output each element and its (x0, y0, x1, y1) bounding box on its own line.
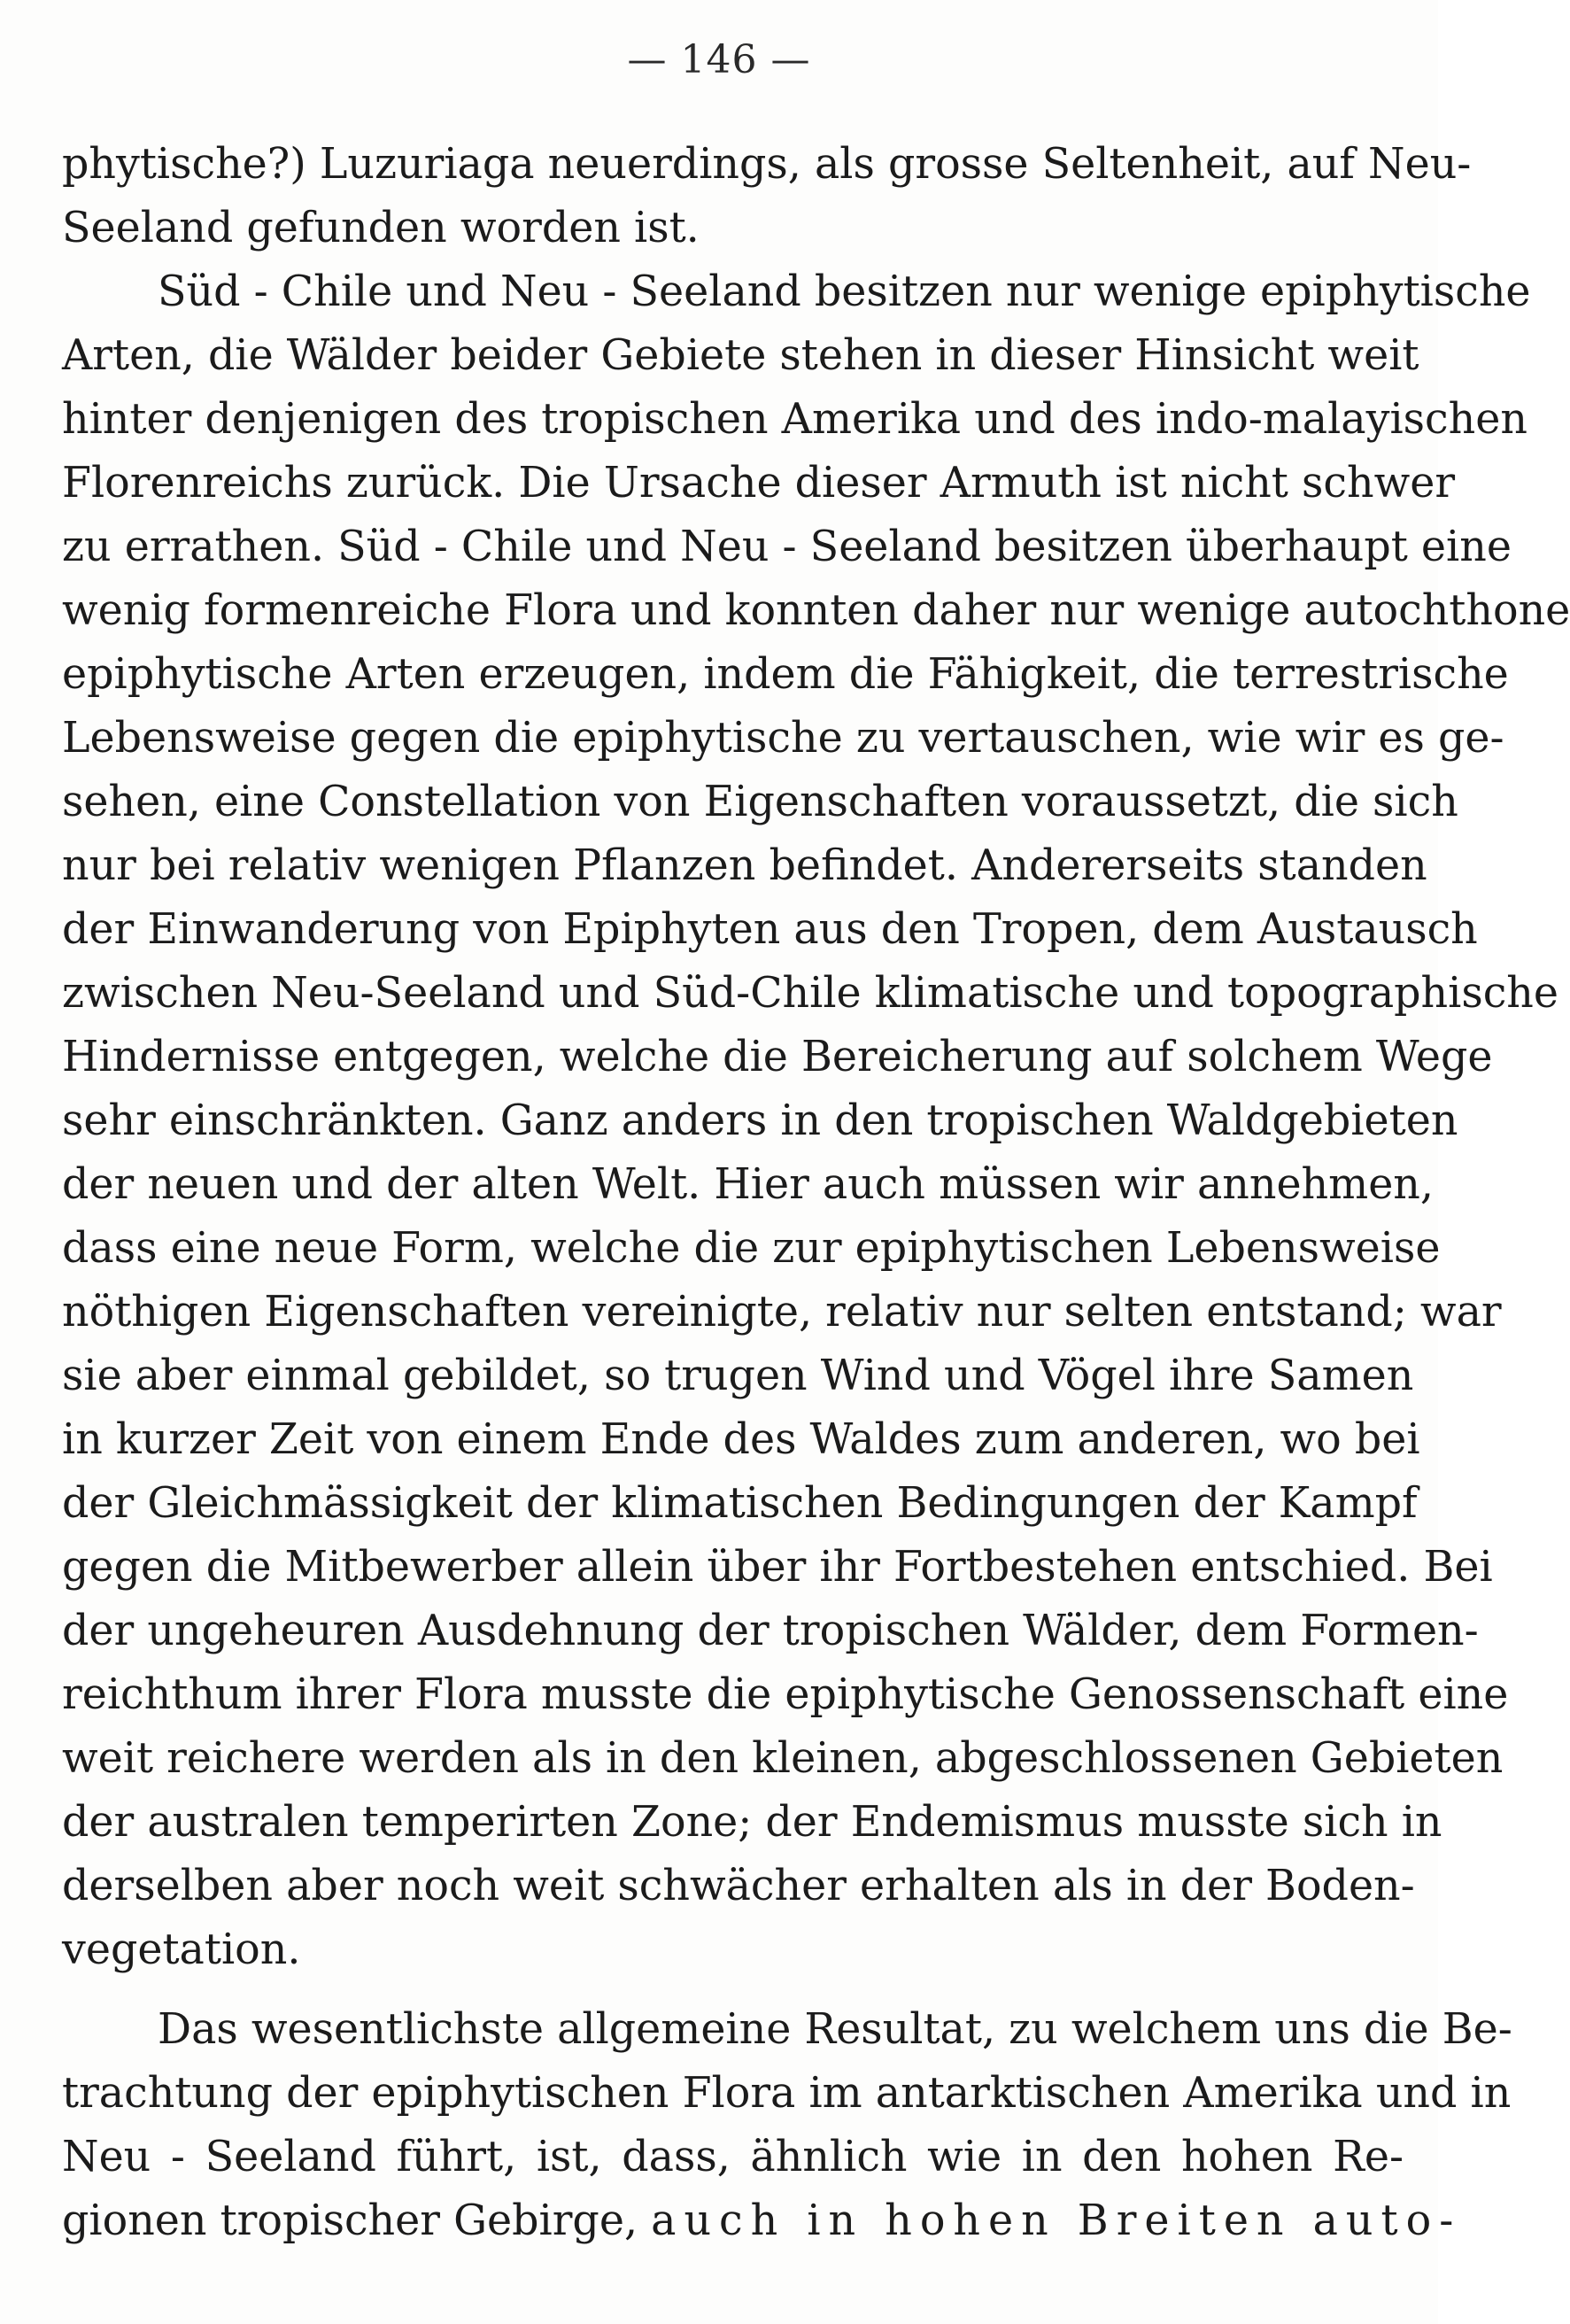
text-line: Das wesentlichste allgemeine Resultat, zu welchem uns die Be- (158, 2005, 1512, 2054)
text-line: der Einwanderung von Epiphyten aus den Tropen, dem Austausch (62, 905, 1478, 954)
text-line: sie aber einmal gebildet, so trugen Wind und Vögel ihre Samen (62, 1352, 1414, 1400)
text-line: dass eine neue Form, welche die zur epiphytischen Lebensweise (62, 1224, 1441, 1273)
text-line-final (62, 2189, 1462, 2253)
text-line: Lebensweise gegen die epiphytische zu vertauschen, wie wir es ge- (62, 714, 1504, 763)
text-line: reichthum ihrer Flora musste die epiphytische Genossenschaft eine (62, 1670, 1509, 1719)
body-text (62, 133, 1570, 2253)
text-line: epiphytische Arten erzeugen, indem die Fähigkeit, die terrestrische (62, 650, 1509, 699)
text-line: der ungeheuren Ausdehnung der tropischen Wälder, dem Formen- (62, 1607, 1479, 1655)
text-line: phytische?) Luzuriaga neuerdings, als grosse Seltenheit, auf Neu- (62, 140, 1472, 189)
text-line: Seeland gefunden worden ist. (62, 204, 700, 252)
text-line: trachtung der epiphytischen Flora im antarktischen Amerika und in (62, 2069, 1512, 2118)
text-line: vegetation. (62, 1925, 301, 1974)
text-line: Arten, die Wälder beider Gebiete stehen in dieser Hinsicht weit (62, 331, 1419, 380)
text-line: derselben aber noch weit schwächer erhalten als in der Boden- (62, 1862, 1415, 1910)
text-line-final-start: gionen tropischer Gebirge, (62, 2196, 652, 2245)
text-line: Florenreichs zurück. Die Ursache dieser Armuth ist nicht schwer (62, 459, 1456, 507)
text-line: gegen die Mitbewerber allein über ihr Fortbestehen entschied. Bei (62, 1543, 1493, 1592)
emphasized-spaced-text: auch in hohen Breiten auto- (651, 2196, 1462, 2245)
text-line: der australen temperirten Zone; der Endemismus musste sich in (62, 1798, 1442, 1847)
text-line: wenig formenreiche Flora und konnten daher nur wenige autochthone (62, 586, 1570, 635)
text-line: nur bei relativ wenigen Pflanzen befindet. Andererseits standen (62, 841, 1427, 890)
text-line: der neuen und der alten Welt. Hier auch müssen wir annehmen, (62, 1160, 1434, 1209)
text-line: in kurzer Zeit von einem Ende des Waldes zum anderen, wo bei (62, 1415, 1420, 1464)
text-line: zu errathen. Süd - Chile und Neu - Seeland besitzen überhaupt eine (62, 523, 1512, 571)
text-line: hinter denjenigen des tropischen Amerika und des indo-malayischen (62, 395, 1527, 444)
text-line: Süd - Chile und Neu - Seeland besitzen nur wenige epiphytische (158, 267, 1531, 316)
text-line: weit reichere werden als in den kleinen, abgeschlossenen Gebieten (62, 1734, 1504, 1783)
text-line: zwischen Neu-Seeland und Süd-Chile klimatische und topographische (62, 969, 1559, 1018)
text-line: der Gleichmässigkeit der klimatischen Bedingungen der Kampf (62, 1479, 1418, 1528)
text-line: Neu - Seeland führt, ist, dass, ähnlich wie in den hohen Re- (62, 2133, 1404, 2181)
text-line: Hindernisse entgegen, welche die Bereicherung auf solchem Wege (62, 1033, 1493, 1081)
page-number: — 146 — (627, 37, 811, 82)
text-line: sehen, eine Constellation von Eigenschaften voraussetzt, die sich (62, 778, 1458, 826)
text-line: sehr einschränkten. Ganz anders in den tropischen Waldgebieten (62, 1096, 1458, 1145)
text-line: nöthigen Eigenschaften vereinigte, relativ nur selten entstand; war (62, 1288, 1502, 1336)
